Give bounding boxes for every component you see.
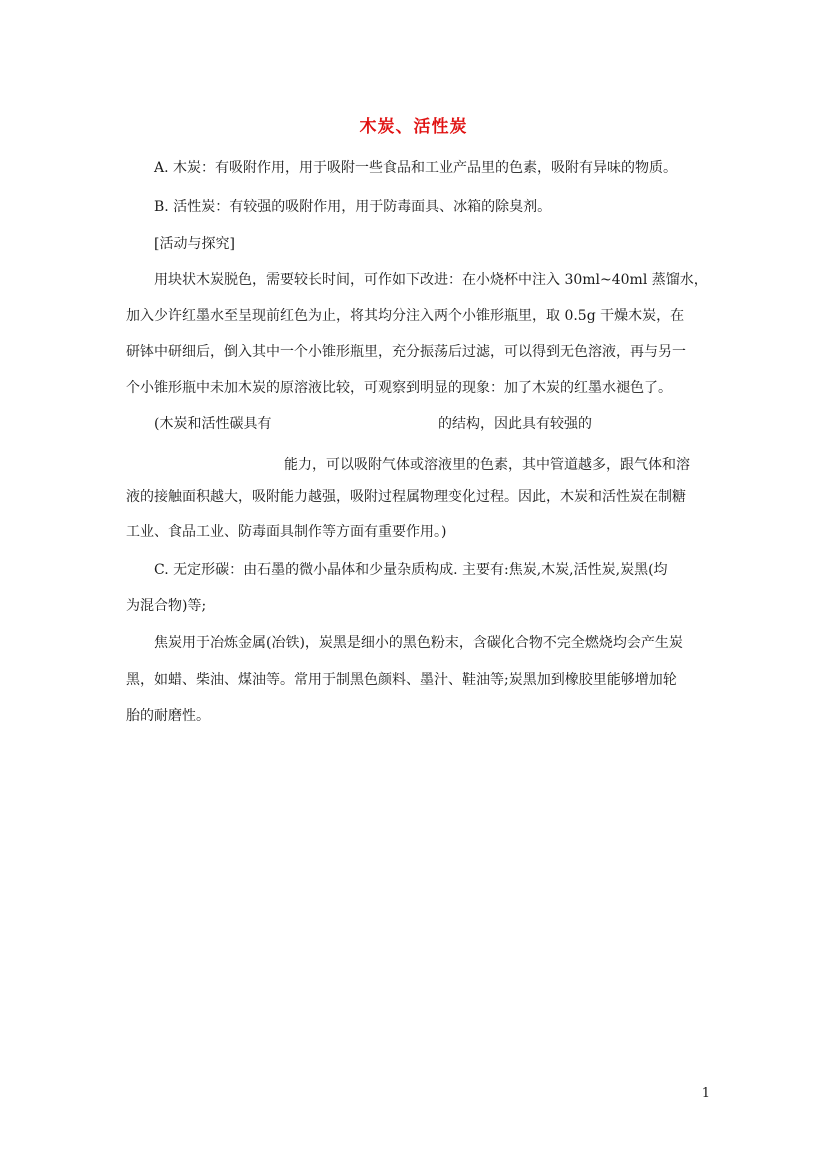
coke-paragraph-line-2: 黑，如蜡、柴油、煤油等。常用于制黑色颜料、墨汁、鞋油等;炭黑加到橡胶里能够增加轮	[126, 672, 677, 688]
paragraph-c-amorphous-carbon-line-2: 为混合物)等;	[126, 598, 207, 614]
note-part-1: (木炭和活性碳具有	[154, 416, 272, 432]
activity-heading: [活动与探究]	[154, 236, 235, 252]
note-line-3: 液的接触面积越大，吸附能力越强，吸附过程属物理变化过程。因此，木炭和活性炭在制糖	[126, 489, 686, 505]
experiment-line-1: 用块状木炭脱色，需要较长时间，可作如下改进：在小烧杯中注入 30ml~40ml 蒸馏水，	[154, 272, 708, 288]
paragraph-a-charcoal: A. 木炭：有吸附作用，用于吸附一些食品和工业产品里的色素，吸附有异味的物质。	[154, 160, 678, 176]
document-title: 木炭、活性炭	[359, 117, 468, 137]
experiment-line-2: 加入少许红墨水至呈现前红色为止，将其均分注入两个小锥形瓶里，取 0.5g 干燥木炭，在	[126, 308, 685, 324]
experiment-line-4: 个小锥形瓶中未加木炭的原溶液比较，可观察到明显的现象：加了木炭的红墨水褪色了。	[126, 380, 672, 396]
note-line-4: 工业、食品工业、防毒面具制作等方面有重要作用。)	[126, 524, 447, 540]
paragraph-c-amorphous-carbon-line-1: C. 无定形碳：由石墨的微小晶体和少量杂质构成. 主要有:焦炭,木炭,活性炭,炭黑(均	[154, 562, 668, 578]
page-number: 1	[701, 1086, 710, 1101]
coke-paragraph-line-3: 胎的耐磨性。	[126, 708, 210, 724]
note-part-2: 的结构，因此具有较强的	[438, 416, 592, 432]
paragraph-b-activated-carbon: B. 活性炭：有较强的吸附作用，用于防毒面具、冰箱的除臭剂。	[154, 199, 552, 215]
coke-paragraph-line-1: 焦炭用于冶炼金属(冶铁)，炭黑是细小的黑色粉末，含碳化合物不完全燃烧均会产生炭	[154, 635, 683, 651]
note-line-2: 能力，可以吸附气体或溶液里的色素，其中管道越多，跟气体和溶	[284, 457, 690, 473]
experiment-line-3: 研钵中研细后，倒入其中一个小锥形瓶里，充分振荡后过滤，可以得到无色溶液，再与另一	[126, 344, 686, 360]
